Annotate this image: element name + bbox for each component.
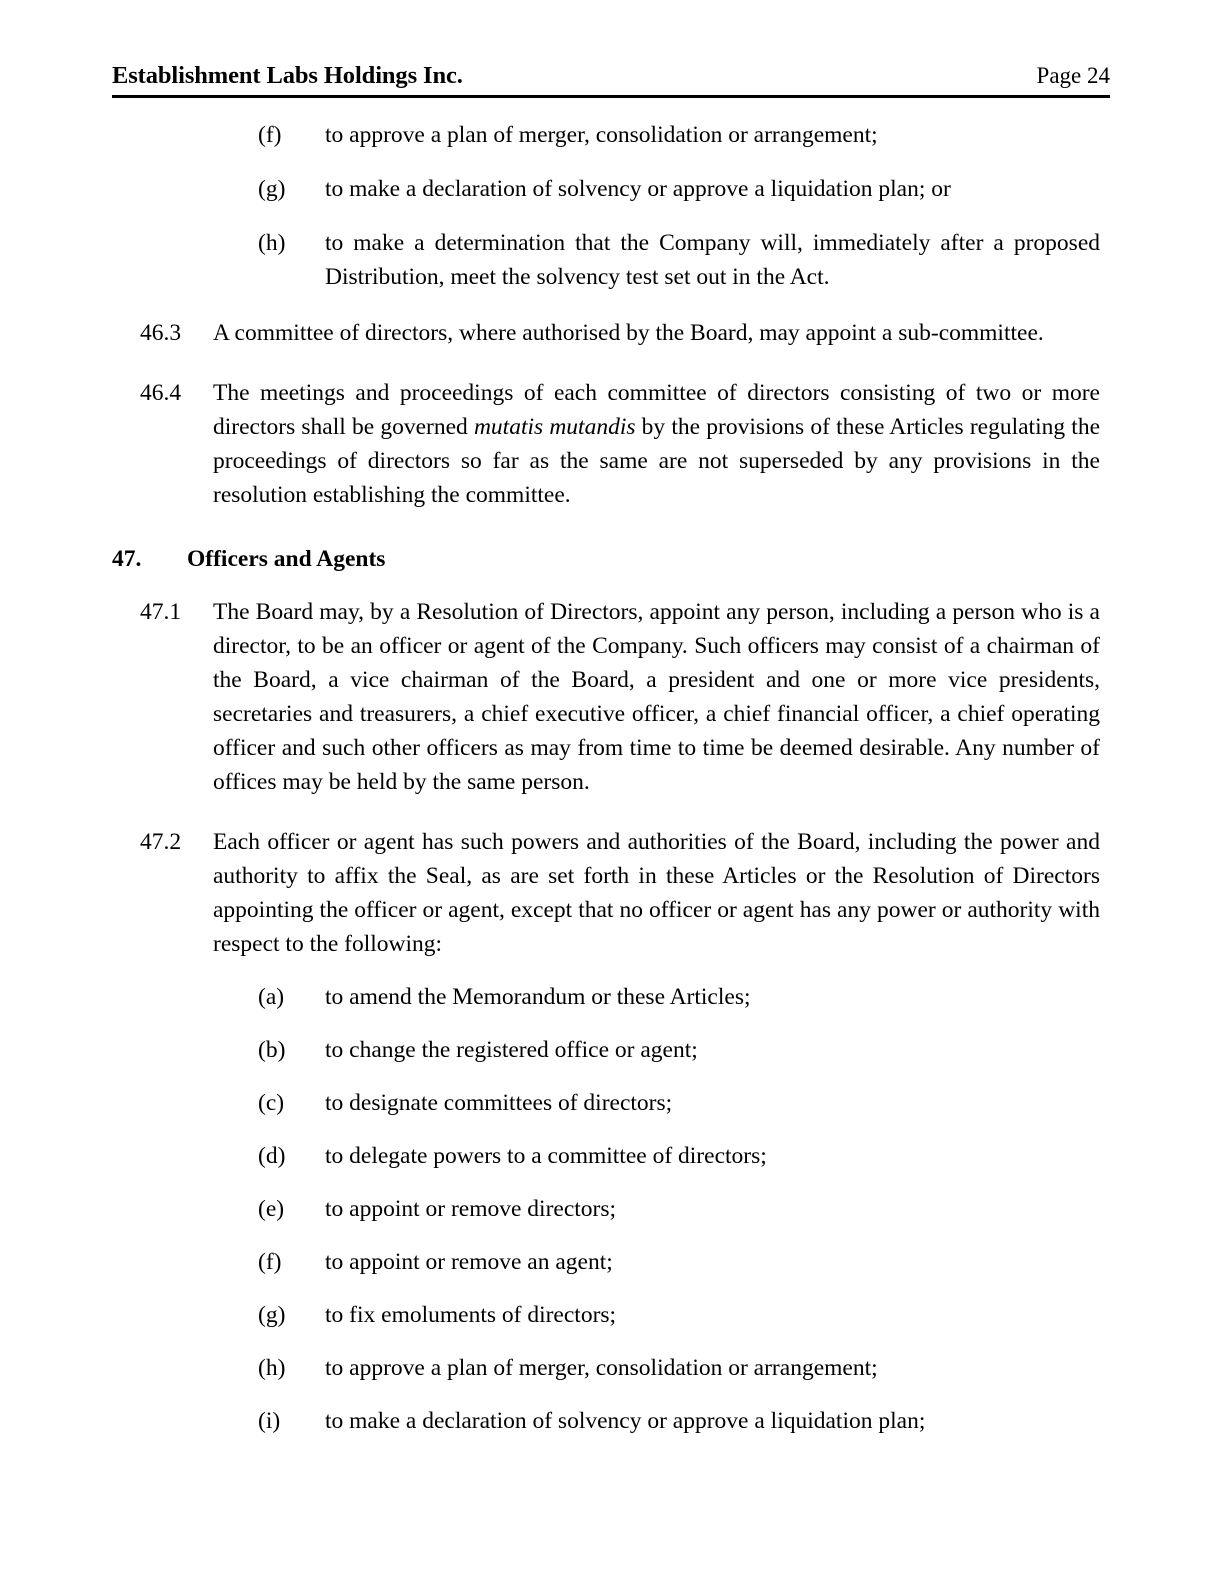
list-item <box>0 1086 1224 1120</box>
list-item-marker: (d) <box>258 1143 286 1169</box>
clause-number: 47.2 <box>140 829 182 855</box>
clause-number: 46.3 <box>140 320 182 346</box>
clause-number: 47.1 <box>140 599 182 625</box>
list-item-text: to designate committees of directors; <box>325 1090 673 1116</box>
list-item-marker: (g) <box>258 1302 286 1328</box>
list-item <box>0 118 1224 152</box>
list-item-marker: (g) <box>258 176 286 202</box>
list-item-text: to fix emoluments of directors; <box>325 1302 617 1328</box>
list-item <box>0 1298 1224 1332</box>
list-item-marker: (e) <box>258 1196 285 1222</box>
list-item-marker: (h) <box>258 230 286 256</box>
list-item-text: to make a determination that the Company will, immediately after a proposed Distribution, meet the solvency test set out in the Act. <box>325 230 1100 290</box>
list-item-text: to approve a plan of merger, consolidation or arrangement; <box>325 1355 878 1381</box>
list-item-marker: (a) <box>258 984 285 1010</box>
list-item-text: to delegate powers to a committee of directors; <box>325 1143 767 1169</box>
list-item <box>0 1033 1224 1067</box>
list-item-marker: (f) <box>258 1249 282 1275</box>
list-item <box>0 226 1224 294</box>
list-item <box>0 980 1224 1014</box>
clause-text-part: by the provisions of these Articles regulating the proceedings of directors so far as the same are not superseded by any provisions in the resolution establishing the committee. <box>213 414 1100 508</box>
list-item-text: to make a declaration of solvency or approve a liquidation plan; or <box>325 176 951 202</box>
clause-text <box>213 376 1100 512</box>
list-item <box>0 1351 1224 1385</box>
list-item <box>0 172 1224 206</box>
list-item-text: to make a declaration of solvency or approve a liquidation plan; <box>325 1408 926 1434</box>
list-item-text: to appoint or remove directors; <box>325 1196 617 1222</box>
clause-47-2 <box>0 825 1224 961</box>
list-item-marker: (b) <box>258 1037 286 1063</box>
page-header <box>112 62 1110 98</box>
clause-46-3 <box>0 316 1224 350</box>
list-item-marker: (f) <box>258 122 282 148</box>
list-item-text: to amend the Memorandum or these Articles; <box>325 984 751 1010</box>
list-item-text: to approve a plan of merger, consolidation or arrangement; <box>325 122 878 148</box>
list-item-marker: (i) <box>258 1408 281 1434</box>
clause-46-4 <box>0 376 1224 512</box>
list-item <box>0 1139 1224 1173</box>
list-item-marker: (c) <box>258 1090 285 1116</box>
section-number: 47. <box>112 546 142 572</box>
header-page-number: Page 24 <box>1036 63 1110 88</box>
section-heading-47 <box>0 542 1224 576</box>
clause-text-part: The meetings and proceedings of each committee of directors consisting of two or more directors shall be governed <box>213 380 1100 440</box>
list-item-text: to appoint or remove an agent; <box>325 1249 613 1275</box>
list-item-text: to change the registered office or agent; <box>325 1037 698 1063</box>
document-body <box>0 118 1224 1438</box>
clause-47-1 <box>0 595 1224 799</box>
clause-text: The Board may, by a Resolution of Directors, appoint any person, including a person who is a director, to be an officer or agent of the Company. Such officers may consist of a chairman of the Board, a vice chairman of the Board, a president and one or more vice presidents, secretaries and treasurers, a chief executive officer, a chief financial officer, a chief operating officer and such other officers as may from time to time be deemed desirable. Any number of offices may be held by the same person. <box>213 599 1100 795</box>
section-title: Officers and Agents <box>187 546 386 572</box>
list-item <box>0 1404 1224 1438</box>
list-item <box>0 1245 1224 1279</box>
list-item-marker: (h) <box>258 1355 286 1381</box>
clause-number: 46.4 <box>140 380 182 406</box>
clause-text: A committee of directors, where authorised by the Board, may appoint a sub-committee. <box>213 320 1044 346</box>
latin-phrase: mutatis mutandis <box>473 414 636 440</box>
list-item <box>0 1192 1224 1226</box>
clause-text: Each officer or agent has such powers and authorities of the Board, including the power and authority to affix the Seal, as are set forth in these Articles or the Resolution of Directors appointing the officer or agent, except that no officer or agent has any power or authority with respect to the following: <box>213 829 1100 957</box>
header-company-name: Establishment Labs Holdings Inc. <box>112 62 463 89</box>
